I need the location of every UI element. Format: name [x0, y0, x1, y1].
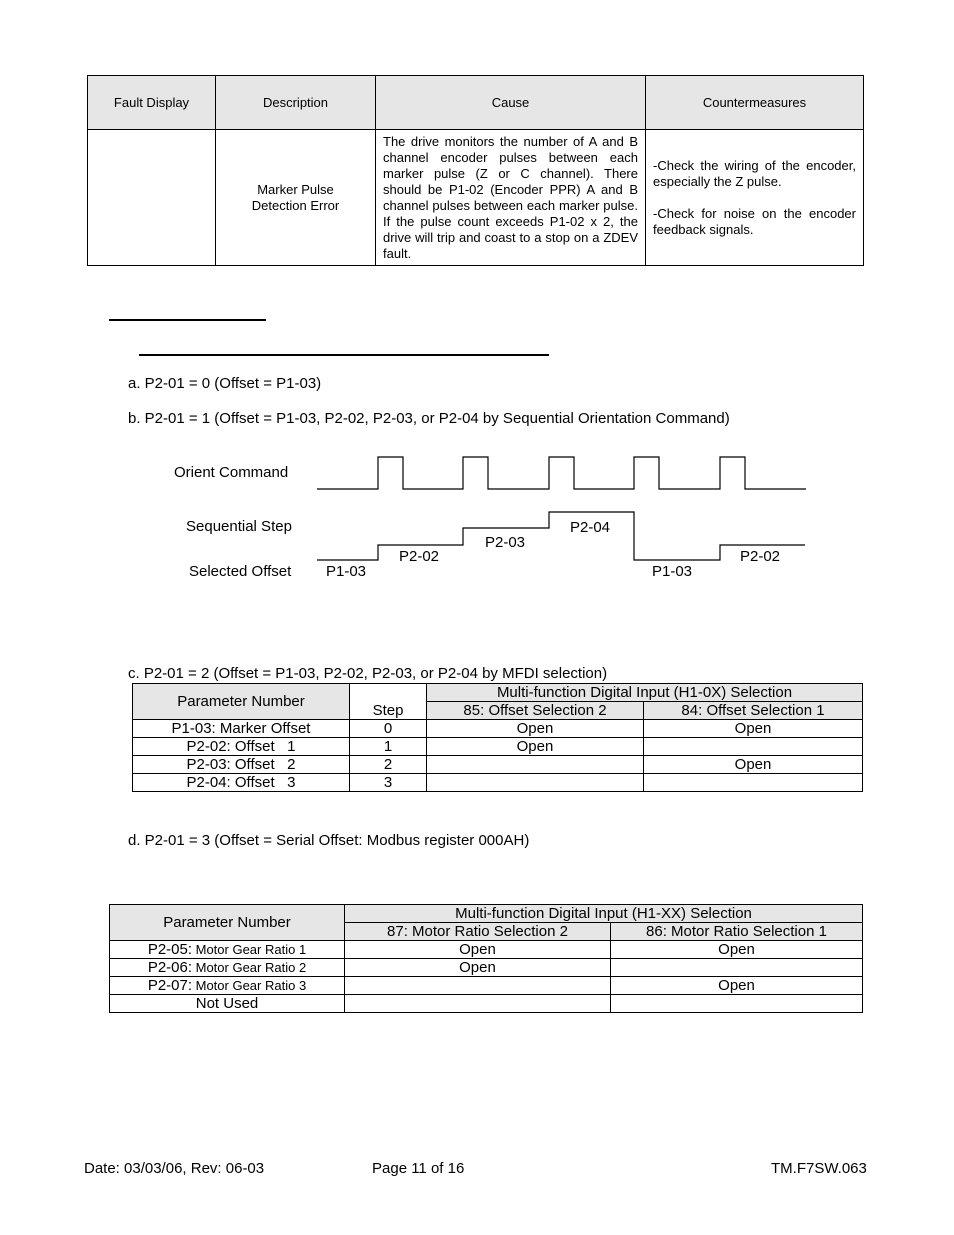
fault-table-header-row — [88, 76, 864, 130]
offset-param-cell: P1-03: Marker Offset — [133, 720, 350, 738]
footer-page-number: Page 11 of 16 — [372, 1160, 465, 1177]
selected-offset-label: Selected Offset — [189, 563, 292, 580]
level-p1-03-return: P1-03 — [652, 563, 693, 580]
level-p1-03: P1-03 — [326, 563, 367, 580]
offset-step-header: Step — [350, 684, 427, 720]
fault-cause-cell: The drive monitors the number of A and B channel encoder pulses between each marker pulse (Z or C channel). There should be P1-02 (Encoder PPR) A and B channel pulses between each marker pulse. If the pulse count exceeds P1-02 x 2, the drive will trip and coast to a stop on a ZDEV fault. — [376, 130, 646, 266]
level-p2-03: P2-03 — [485, 534, 526, 551]
ratio-87-cell — [345, 995, 611, 1013]
level-p2-04: P2-04 — [570, 519, 611, 536]
ratio-86-cell — [611, 959, 863, 977]
table-row — [110, 995, 863, 1013]
table-row — [110, 959, 863, 977]
ratio-86-cell: Open — [611, 977, 863, 995]
table-row — [110, 977, 863, 995]
ratio-param-code: Not Used — [195, 995, 259, 1012]
offset-table-header-row-1 — [133, 684, 863, 702]
table-row — [133, 756, 863, 774]
option-a: a. P2-01 = 0 (Offset = P1-03) — [128, 375, 322, 392]
description-line-1: Marker Pulse — [257, 181, 334, 197]
ratio-param-cell — [110, 995, 345, 1013]
fault-table — [87, 75, 864, 266]
offset-85-cell — [427, 774, 644, 792]
option-d: d. P2-01 = 3 (Offset = Serial Offset: Modbus register 000AH) — [128, 832, 530, 849]
offset-84-cell: Open — [644, 720, 863, 738]
footer-doc-id: TM.F7SW.063 — [771, 1160, 867, 1177]
offset-step-cell: 1 — [350, 738, 427, 756]
ratio-mfdi-header: Multi-function Digital Input (H1-XX) Selection — [345, 905, 863, 923]
ratio-param-name: Motor Gear Ratio 3 — [192, 978, 307, 993]
offset-84-cell: Open — [644, 756, 863, 774]
footer-date: Date: 03/03/06, Rev: 06-03 — [84, 1160, 265, 1177]
offset-col-84-header: 84: Offset Selection 1 — [644, 702, 863, 720]
ratio-param-cell — [110, 977, 345, 995]
offset-col-85-header: 85: Offset Selection 2 — [427, 702, 644, 720]
fault-countermeasures-cell — [646, 130, 864, 266]
timing-diagram — [0, 445, 954, 595]
table-row — [110, 941, 863, 959]
motor-ratio-table — [109, 904, 863, 1013]
ratio-87-cell: Open — [345, 941, 611, 959]
orient-command-label: Orient Command — [174, 464, 289, 481]
description-line-2: Detection Error — [251, 197, 340, 213]
ratio-87-cell: Open — [345, 959, 611, 977]
ratio-param-code: P2-06: — [147, 959, 193, 976]
ratio-param-header: Parameter Number — [110, 905, 345, 941]
header-cause: Cause — [376, 76, 646, 130]
offset-85-cell: Open — [427, 720, 644, 738]
header-fault-display: Fault Display — [88, 76, 216, 130]
offset-85-cell: Open — [427, 738, 644, 756]
ratio-86-cell: Open — [611, 941, 863, 959]
level-p2-02-return: P2-02 — [740, 548, 781, 565]
header-description: Description — [216, 76, 376, 130]
fault-description-cell — [216, 130, 376, 266]
level-p2-02: P2-02 — [399, 548, 440, 565]
ratio-param-name: Motor Gear Ratio 2 — [192, 960, 307, 975]
offset-param-header: Parameter Number — [133, 684, 350, 720]
ratio-87-cell — [345, 977, 611, 995]
fault-table-row — [88, 130, 864, 266]
subsection-heading-underline — [139, 354, 549, 356]
ratio-param-cell — [110, 959, 345, 977]
countermeasure-1: -Check the wiring of the encoder, especially the Z pulse. — [653, 157, 856, 189]
section-heading-underline — [109, 319, 266, 321]
ratio-param-code: P2-07: — [147, 977, 193, 994]
table-row — [133, 720, 863, 738]
ratio-col-86-header: 86: Motor Ratio Selection 1 — [611, 923, 863, 941]
header-countermeasures: Countermeasures — [646, 76, 864, 130]
offset-84-cell — [644, 738, 863, 756]
orient-command-waveform — [317, 457, 806, 489]
ratio-table-header-row-1 — [110, 905, 863, 923]
offset-param-cell: P2-02: Offset 1 — [133, 738, 350, 756]
table-row — [133, 738, 863, 756]
offset-selection-table — [132, 683, 863, 792]
table-row — [133, 774, 863, 792]
ratio-param-code: P2-05: — [147, 941, 193, 958]
ratio-param-name: Motor Gear Ratio 1 — [192, 942, 307, 957]
offset-param-cell: P2-04: Offset 3 — [133, 774, 350, 792]
ratio-col-87-header: 87: Motor Ratio Selection 2 — [345, 923, 611, 941]
offset-85-cell — [427, 756, 644, 774]
fault-display-cell — [88, 130, 216, 266]
ratio-86-cell — [611, 995, 863, 1013]
offset-step-cell: 2 — [350, 756, 427, 774]
offset-step-cell: 3 — [350, 774, 427, 792]
offset-param-cell: P2-03: Offset 2 — [133, 756, 350, 774]
offset-mfdi-header: Multi-function Digital Input (H1-0X) Selection — [427, 684, 863, 702]
offset-step-cell: 0 — [350, 720, 427, 738]
ratio-param-cell — [110, 941, 345, 959]
sequential-step-label: Sequential Step — [186, 518, 292, 535]
offset-84-cell — [644, 774, 863, 792]
sequential-step-waveform — [317, 512, 805, 560]
option-b: b. P2-01 = 1 (Offset = P1-03, P2-02, P2-03, or P2-04 by Sequential Orientation Command) — [128, 410, 730, 427]
option-c: c. P2-01 = 2 (Offset = P1-03, P2-02, P2-03, or P2-04 by MFDI selection) — [128, 665, 608, 682]
countermeasure-2: -Check for noise on the encoder feedback signals. — [653, 205, 856, 237]
